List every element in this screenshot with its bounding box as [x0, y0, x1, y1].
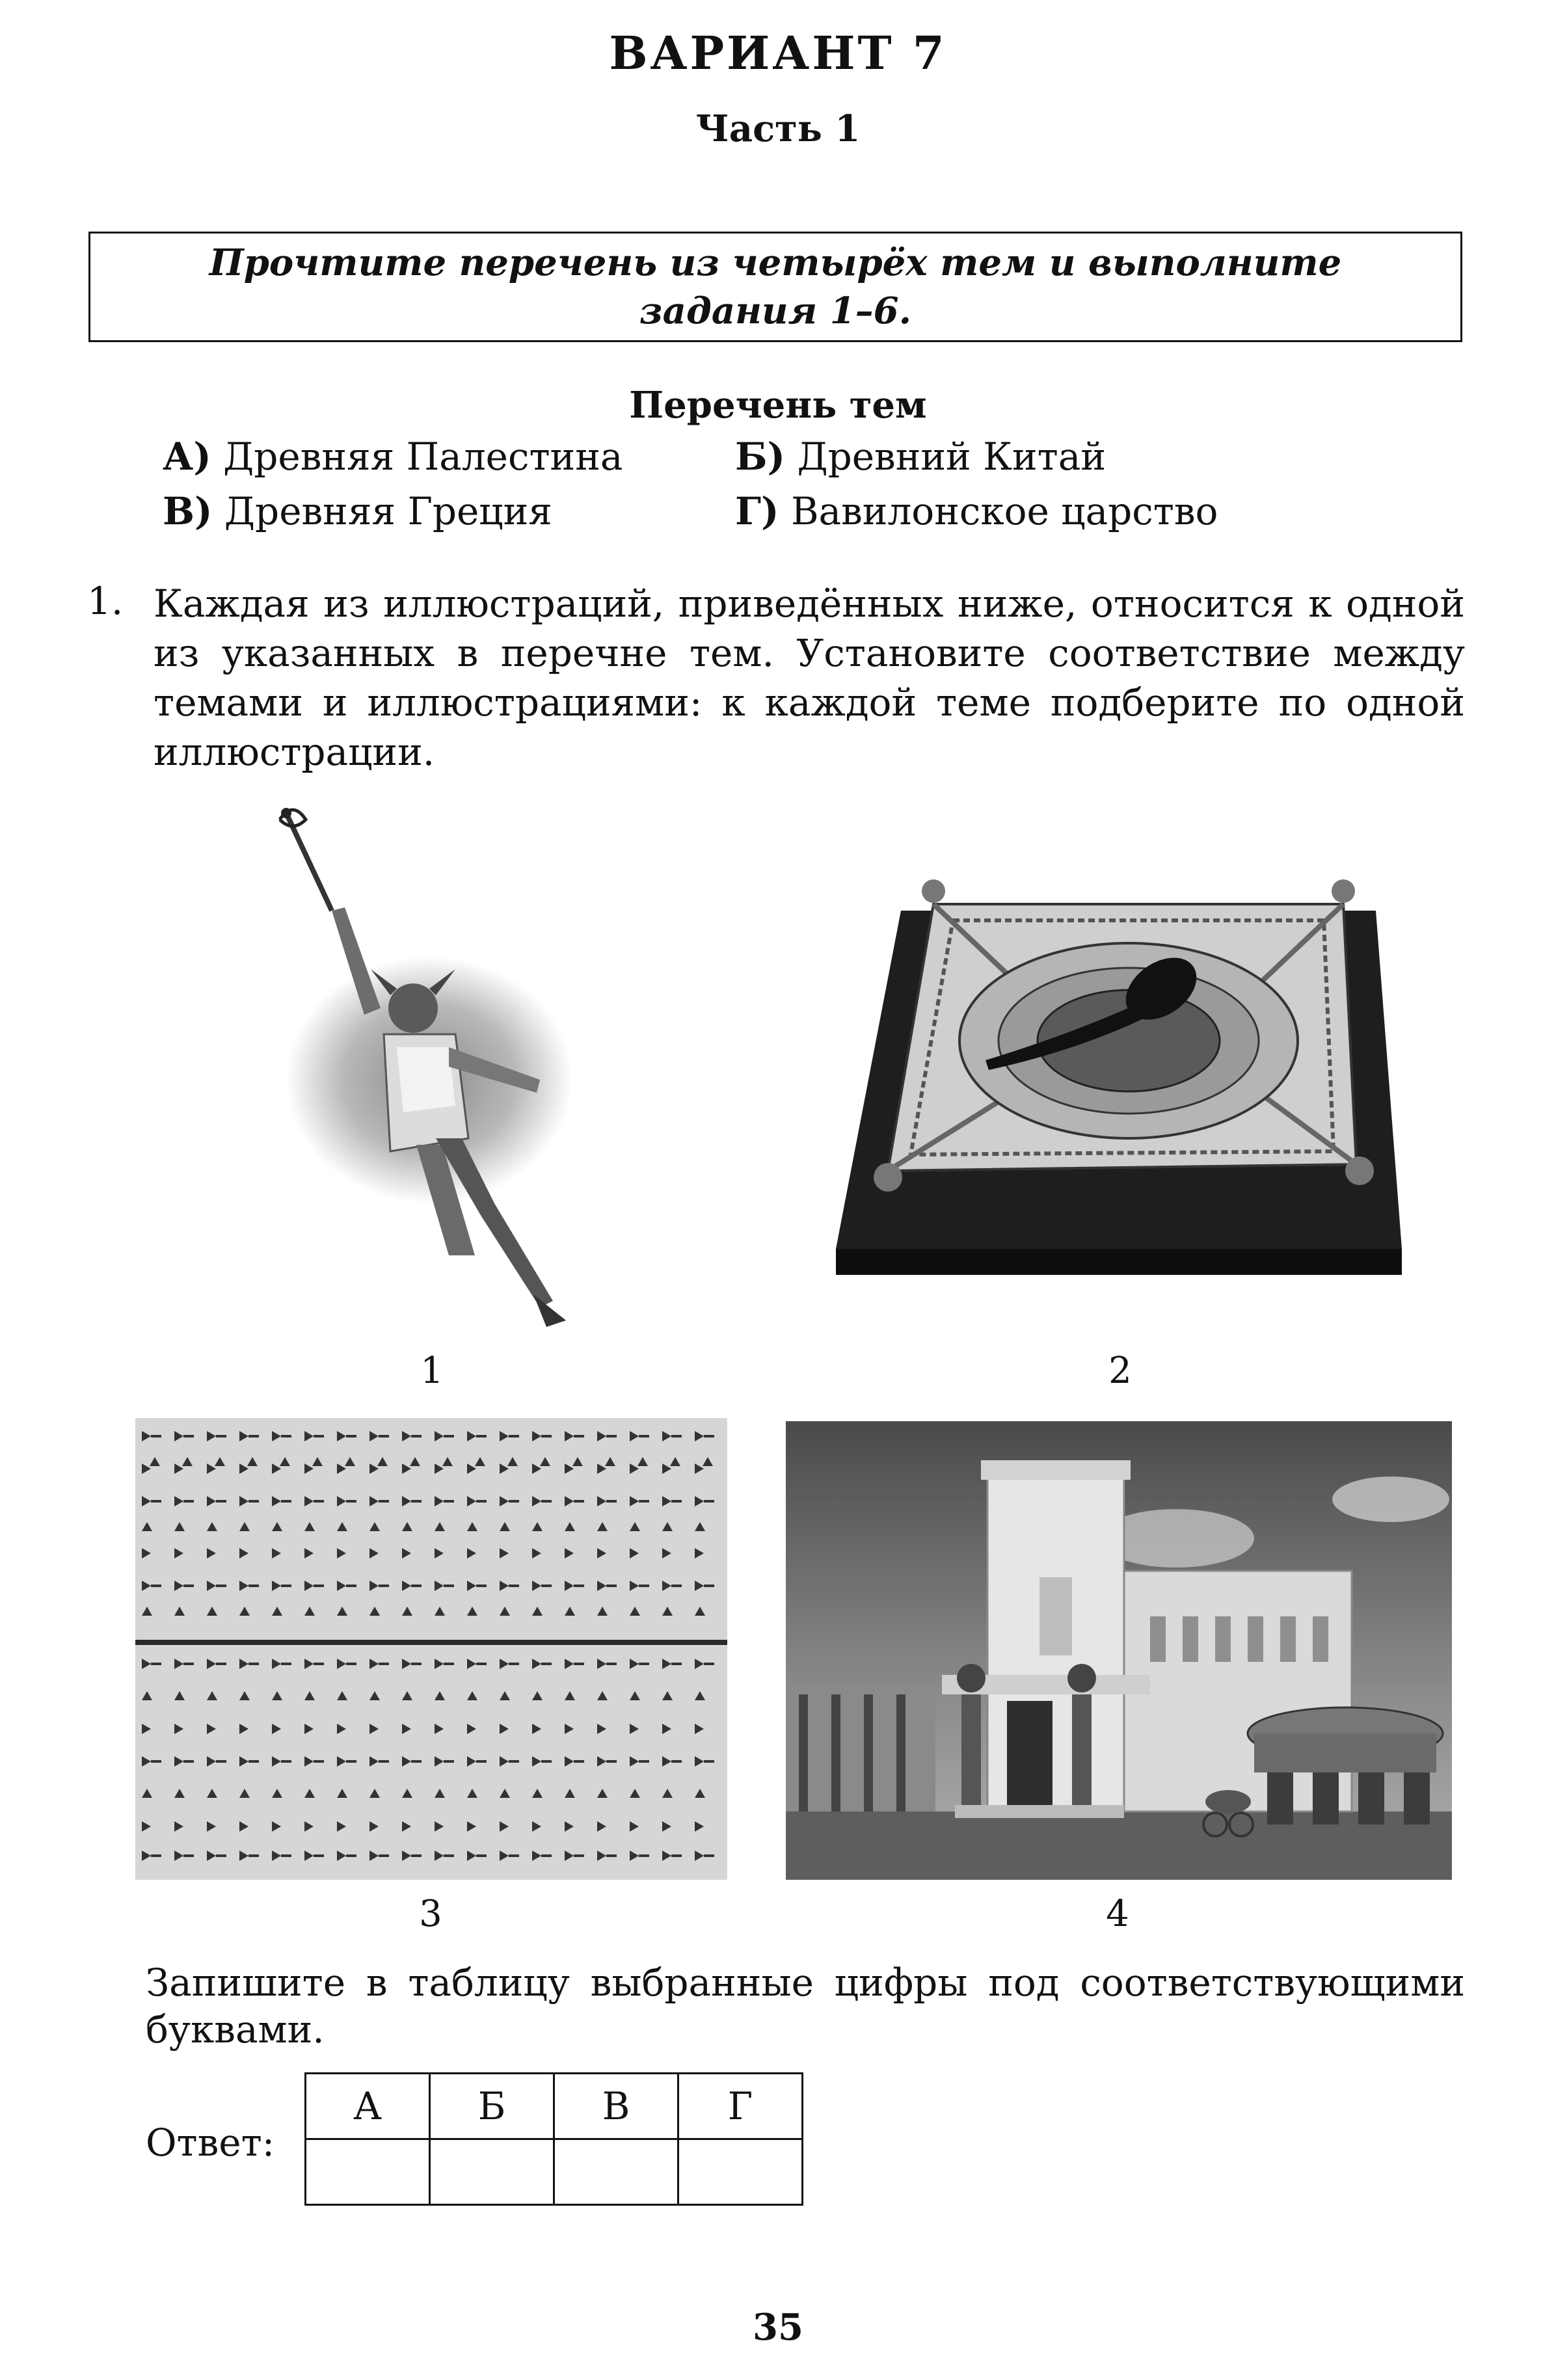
illustration-label-1: 1 [420, 1350, 444, 1392]
topic-text: Древняя Греция [224, 489, 552, 533]
question-text: Каждая из иллюстраций, приведённых ниже, относится к одной из указанных в перечне тем. Установите соответствие между темами и иллюстрациями: к каждой теме подберите по одной иллюстрации. [154, 582, 1465, 774]
compass-spoon-icon [836, 865, 1408, 1281]
question-number: 1. [87, 579, 124, 623]
instruction-text: Прочтите перечень из четырёх тем и выполните задания 1–6. [209, 241, 1342, 332]
answer-header-a: А [306, 2074, 430, 2139]
illustration-label-2: 2 [1108, 1350, 1132, 1392]
topic-list-title: Перечень тем [629, 384, 927, 427]
topic-letter: Г) [735, 489, 779, 533]
answer-label: Ответ: [146, 2120, 275, 2165]
topic-item-a [163, 435, 623, 479]
answer-header-v: В [554, 2074, 678, 2139]
answer-instruction: Запишите в таблицу выбранные цифры под соответствующими буквами. [146, 1960, 1465, 2052]
answer-header-row [306, 2074, 803, 2139]
topic-letter: А) [163, 435, 211, 479]
topic-text: Вавилонское царство [790, 489, 1218, 533]
temple-building-icon [786, 1421, 1452, 1880]
illustration-label-3: 3 [419, 1893, 442, 1935]
topic-text: Древний Китай [797, 435, 1106, 479]
illustration-label-4: 4 [1106, 1893, 1129, 1935]
answer-header-g: Г [678, 2074, 803, 2139]
topic-letter: В) [163, 489, 213, 533]
topic-item-g [735, 489, 1218, 533]
topic-text: Древняя Палестина [223, 435, 623, 479]
instruction-box [88, 232, 1462, 342]
variant-title: ВАРИАНТ 7 [609, 26, 947, 80]
answer-cell-v[interactable] [554, 2139, 678, 2205]
answer-cell-g[interactable] [678, 2139, 803, 2205]
part-title: Часть 1 [695, 107, 861, 150]
page-number: 35 [753, 2306, 803, 2349]
answer-table [304, 2072, 803, 2206]
answer-cell-b[interactable] [430, 2139, 554, 2205]
answer-input-row [306, 2139, 803, 2205]
answer-header-b: Б [430, 2074, 554, 2139]
hermes-figure-icon [267, 800, 605, 1340]
answer-cell-a[interactable] [306, 2139, 430, 2205]
cuneiform-tablet-icon [135, 1418, 727, 1880]
topic-item-b [735, 435, 1106, 479]
topic-letter: Б) [735, 435, 786, 479]
topic-item-v [163, 489, 552, 533]
